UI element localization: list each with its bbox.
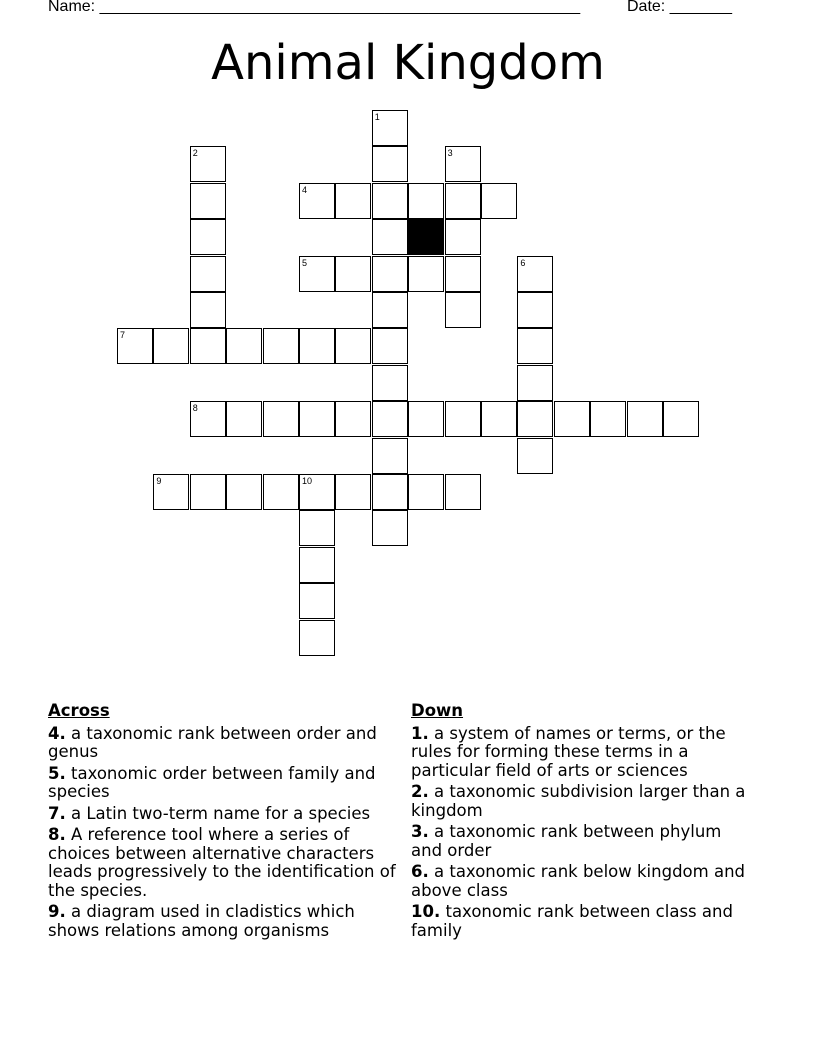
clue-number: 9.: [48, 902, 66, 921]
grid-cell[interactable]: [372, 292, 408, 328]
down-clue: [411, 863, 756, 900]
clue-text: taxonomic order between family and species: [48, 763, 376, 801]
grid-cell[interactable]: [554, 401, 590, 437]
grid-cell[interactable]: [190, 292, 226, 328]
grid-cell[interactable]: [408, 183, 444, 219]
grid-cell[interactable]: [445, 292, 481, 328]
grid-cell[interactable]: [663, 401, 699, 437]
cell-number: 7: [120, 330, 126, 341]
grid-cell[interactable]: [299, 328, 335, 364]
across-clues: [48, 702, 398, 943]
grid-cell[interactable]: [263, 474, 299, 510]
grid-cell[interactable]: [335, 256, 371, 292]
grid-cell[interactable]: [190, 401, 226, 437]
grid-cell[interactable]: [263, 328, 299, 364]
across-clue: [48, 805, 398, 824]
grid-cell[interactable]: [190, 328, 226, 364]
across-clue: [48, 826, 398, 900]
clue-text: a taxonomic rank between phylum and order: [411, 822, 722, 860]
grid-cell[interactable]: [372, 401, 408, 437]
grid-cell[interactable]: [517, 256, 553, 292]
grid-cell[interactable]: [517, 438, 553, 474]
grid-cell[interactable]: [372, 256, 408, 292]
grid-cell[interactable]: [372, 183, 408, 219]
grid-block-cell: [408, 219, 444, 255]
grid-cell[interactable]: [190, 256, 226, 292]
grid-cell[interactable]: [153, 474, 189, 510]
grid-cell[interactable]: [299, 510, 335, 546]
clue-text: a diagram used in cladistics which shows relations among organisms: [48, 902, 355, 940]
grid-cell[interactable]: [445, 146, 481, 182]
down-clue: [411, 823, 756, 860]
grid-cell[interactable]: [445, 256, 481, 292]
date-field[interactable]: Date: _______: [627, 0, 732, 15]
name-field[interactable]: Name: ______________________________________________________: [48, 0, 581, 15]
grid-cell[interactable]: [226, 474, 262, 510]
grid-cell[interactable]: [190, 219, 226, 255]
grid-cell[interactable]: [190, 474, 226, 510]
clue-text: a taxonomic rank between order and genus: [48, 723, 377, 761]
grid-cell[interactable]: [372, 438, 408, 474]
grid-cell[interactable]: [408, 256, 444, 292]
grid-cell[interactable]: [445, 401, 481, 437]
cell-number: 9: [156, 476, 162, 486]
grid-cell[interactable]: [627, 401, 663, 437]
cell-number: 6: [520, 257, 526, 268]
grid-cell[interactable]: [117, 328, 153, 364]
grid-cell[interactable]: [481, 401, 517, 437]
clue-text: a system of names or terms, or the rules for forming these terms in a particular field of arts or sciences: [411, 723, 726, 780]
clue-text: A reference tool where a series of choices between alternative characters leads progressively to the identification of the species.: [48, 825, 396, 900]
across-clue: [48, 725, 398, 762]
grid-cell[interactable]: [445, 219, 481, 255]
cell-number: 5: [302, 257, 308, 268]
grid-cell[interactable]: [517, 328, 553, 364]
grid-cell[interactable]: [190, 183, 226, 219]
page-title: Animal Kingdom: [211, 35, 605, 91]
across-clue: [48, 903, 398, 940]
grid-cell[interactable]: [372, 146, 408, 182]
clue-text: a taxonomic rank below kingdom and above class: [411, 862, 746, 900]
clue-text: a taxonomic subdivision larger than a kingdom: [411, 782, 746, 820]
clue-number: 4.: [48, 723, 66, 743]
grid-cell[interactable]: [517, 365, 553, 401]
grid-cell[interactable]: [299, 474, 335, 510]
down-clue: [411, 783, 756, 820]
clue-text: taxonomic rank between class and family: [411, 902, 733, 940]
across-clue: [48, 765, 398, 802]
clue-number: 8.: [48, 825, 66, 844]
grid-cell[interactable]: [517, 292, 553, 328]
clue-number: 6.: [411, 862, 429, 881]
grid-cell[interactable]: [263, 401, 299, 437]
down-heading: Down: [411, 701, 464, 720]
grid-cell[interactable]: [372, 474, 408, 510]
down-clues: [411, 702, 756, 943]
grid-cell[interactable]: [226, 401, 262, 437]
clue-number: 3.: [411, 822, 429, 841]
grid-cell[interactable]: [226, 328, 262, 364]
clue-number: 5.: [48, 763, 66, 783]
grid-cell[interactable]: [335, 183, 371, 219]
grid-cell[interactable]: [517, 401, 553, 437]
grid-cell[interactable]: [299, 547, 335, 583]
grid-cell[interactable]: [335, 474, 371, 510]
cell-number: 1: [374, 112, 380, 122]
cell-number: 8: [192, 403, 198, 414]
clue-number: 2.: [411, 782, 429, 801]
grid-cell[interactable]: [299, 256, 335, 292]
grid-cell[interactable]: [299, 583, 335, 619]
clue-text: a Latin two-term name for a species: [65, 803, 371, 823]
grid-cell[interactable]: [372, 219, 408, 255]
across-heading: Across: [48, 701, 110, 720]
down-clue: [411, 725, 756, 781]
grid-cell[interactable]: [335, 328, 371, 364]
grid-cell[interactable]: [372, 365, 408, 401]
clue-number: 10.: [411, 902, 441, 921]
grid-cell[interactable]: [408, 401, 444, 437]
grid-cell[interactable]: [299, 401, 335, 437]
cell-number: 2: [192, 148, 198, 159]
grid-cell[interactable]: [481, 183, 517, 219]
cell-number: 4: [302, 184, 308, 195]
grid-cell[interactable]: [445, 474, 481, 510]
grid-cell[interactable]: [372, 110, 408, 146]
clue-number: 1.: [411, 723, 429, 743]
clue-number: 7.: [48, 803, 66, 823]
grid-cell[interactable]: [372, 510, 408, 546]
grid-cell[interactable]: [445, 183, 481, 219]
grid-cell[interactable]: [299, 183, 335, 219]
grid-cell[interactable]: [372, 328, 408, 364]
grid-cell[interactable]: [153, 328, 189, 364]
grid-cell[interactable]: [590, 401, 626, 437]
grid-cell[interactable]: [190, 146, 226, 182]
grid-cell[interactable]: [299, 620, 335, 656]
down-clue: [411, 903, 756, 940]
grid-cell[interactable]: [335, 401, 371, 437]
cell-number: 10: [302, 476, 313, 486]
grid-cell[interactable]: [408, 474, 444, 510]
cell-number: 3: [447, 148, 453, 159]
